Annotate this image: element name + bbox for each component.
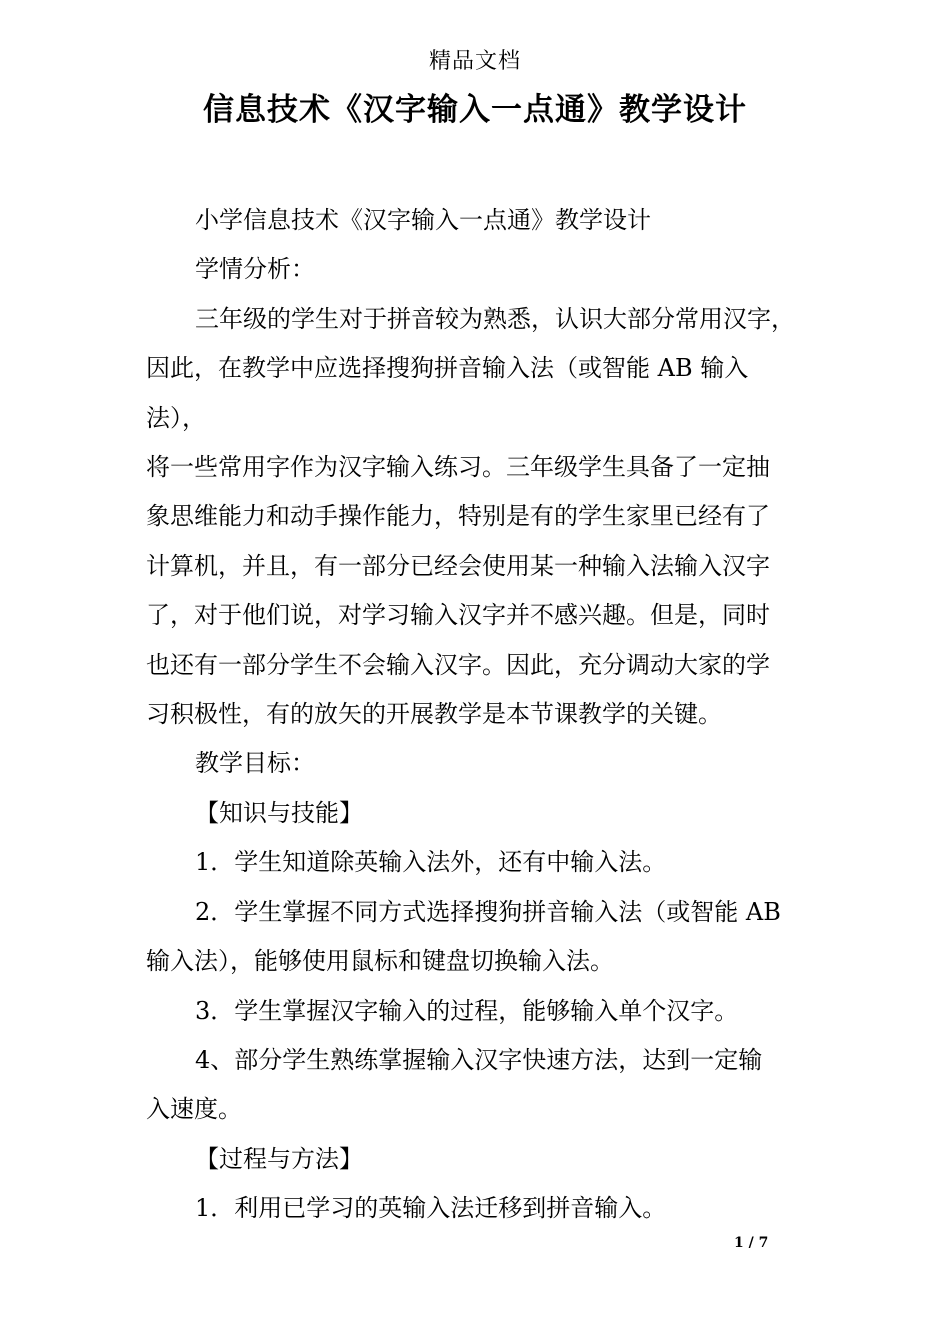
- paragraph-line: 象思维能力和动手操作能力，特别是有的学生家里已经有了: [146, 502, 770, 531]
- paragraph-line: 也还有一部分学生不会输入汉字。因此，充分调动大家的学: [146, 650, 770, 679]
- paragraph-line: 因此，在教学中应选择搜狗拼音输入法（或智能 AB 输入法），: [146, 354, 749, 432]
- paragraph-line: 计算机，并且，有一部分已经会使用某一种输入法输入汉字: [146, 551, 770, 580]
- paragraph-line: 学情分析：: [195, 255, 315, 284]
- paragraph-line: 小学信息技术《汉字输入一点通》教学设计: [195, 206, 651, 234]
- paragraph-line: 三年级的学生对于拼音较为熟悉，认识大部分常用汉字，: [195, 304, 795, 333]
- paragraph-line: 【过程与方法】: [195, 1144, 363, 1173]
- paragraph-line: 2．学生掌握不同方式选择搜狗拼音输入法（或智能 AB: [195, 897, 781, 926]
- document-body: [146, 196, 808, 1234]
- page-number: 1 / 7: [734, 1235, 769, 1251]
- paragraph-line: 教学目标：: [195, 749, 315, 778]
- document-title: 信息技术《汉字输入一点通》教学设计: [203, 92, 747, 128]
- paragraph-line: 1．学生知道除英输入法外，还有中输入法。: [195, 848, 667, 877]
- paragraph-line: 将一些常用字作为汉字输入练习。三年级学生具备了一定抽: [146, 453, 770, 482]
- page-header: 精品文档: [428, 49, 521, 74]
- paragraph-line: 习积极性，有的放矢的开展教学是本节课教学的关键。: [146, 700, 722, 729]
- paragraph-line: 4、部分学生熟练掌握输入汉字快速方法，达到一定输: [195, 1045, 763, 1074]
- paragraph-line: 3．学生掌握汉字输入的过程，能够输入单个汉字。: [195, 996, 739, 1025]
- paragraph-line: 入速度。: [146, 1095, 242, 1124]
- paragraph-line: 1．利用已学习的英输入法迁移到拼音输入。: [195, 1194, 667, 1223]
- paragraph-line: 输入法），能够使用鼠标和键盘切换输入法。: [146, 947, 614, 976]
- paragraph-line: 了，对于他们说，对学习输入汉字并不感兴趣。但是，同时: [146, 601, 770, 630]
- paragraph-line: 【知识与技能】: [195, 798, 363, 827]
